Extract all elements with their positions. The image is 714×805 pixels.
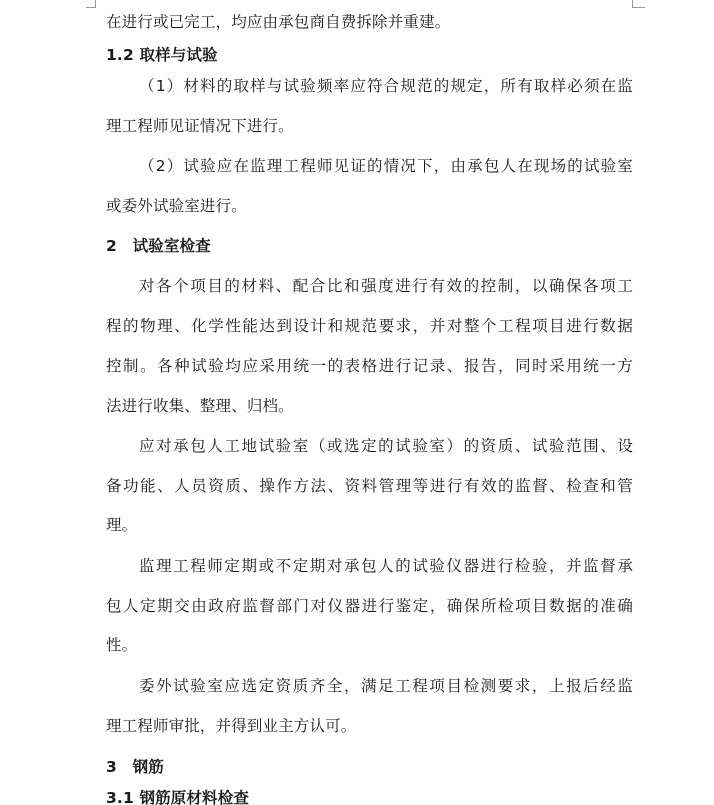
paragraph-line: 备功能、人员资质、操作方法、资料管理等进行有效的监督、检查和管 <box>106 477 633 495</box>
paragraph-line: 对各个项目的材料、配合比和强度进行有效的控制，以确保各项工 <box>139 277 633 295</box>
paragraph-line: 理工程师审批，并得到业主方认可。 <box>106 717 357 735</box>
paragraph-line: 理。 <box>106 516 138 534</box>
section-heading-3-1: 3.1 钢筋原材料检查 <box>106 789 250 805</box>
crop-mark-left <box>86 0 96 8</box>
paragraph-line: 应对承包人工地试验室（或选定的试验室）的资质、试验范围、设 <box>139 437 633 455</box>
paragraph-line: 程的物理、化学性能达到设计和规范要求，并对整个工程项目进行数据 <box>106 317 633 335</box>
paragraph-line: 法进行收集、整理、归档。 <box>106 397 294 415</box>
section-heading-1-2: 1.2 取样与试验 <box>106 46 218 64</box>
paragraph-line: （2）试验应在监理工程师见证的情况下，由承包人在现场的试验室 <box>139 157 633 175</box>
paragraph-line: 或委外试验室进行。 <box>106 197 247 215</box>
crop-mark-right <box>632 0 645 8</box>
text-line: 在进行或已完工，均应由承包商自费拆除并重建。 <box>106 13 451 31</box>
paragraph-line: 委外试验室应选定资质齐全，满足工程项目检测要求，上报后经监 <box>139 677 633 695</box>
paragraph-line: 控制。各种试验均应采用统一的表格进行记录、报告，同时采用统一方 <box>106 357 633 375</box>
paragraph-line: 包人定期交由政府监督部门对仪器进行鉴定，确保所检项目数据的准确 <box>106 597 633 615</box>
paragraph-line: 性。 <box>106 636 138 654</box>
paragraph-line: 理工程师见证情况下进行。 <box>106 117 294 135</box>
section-heading-3: 3 钢筋 <box>106 758 164 776</box>
paragraph-line: （1）材料的取样与试验频率应符合规范的规定，所有取样必须在监 <box>139 77 633 95</box>
paragraph-line: 监理工程师定期或不定期对承包人的试验仪器进行检验，并监督承 <box>139 557 633 575</box>
section-heading-2: 2 试验室检查 <box>106 237 211 255</box>
